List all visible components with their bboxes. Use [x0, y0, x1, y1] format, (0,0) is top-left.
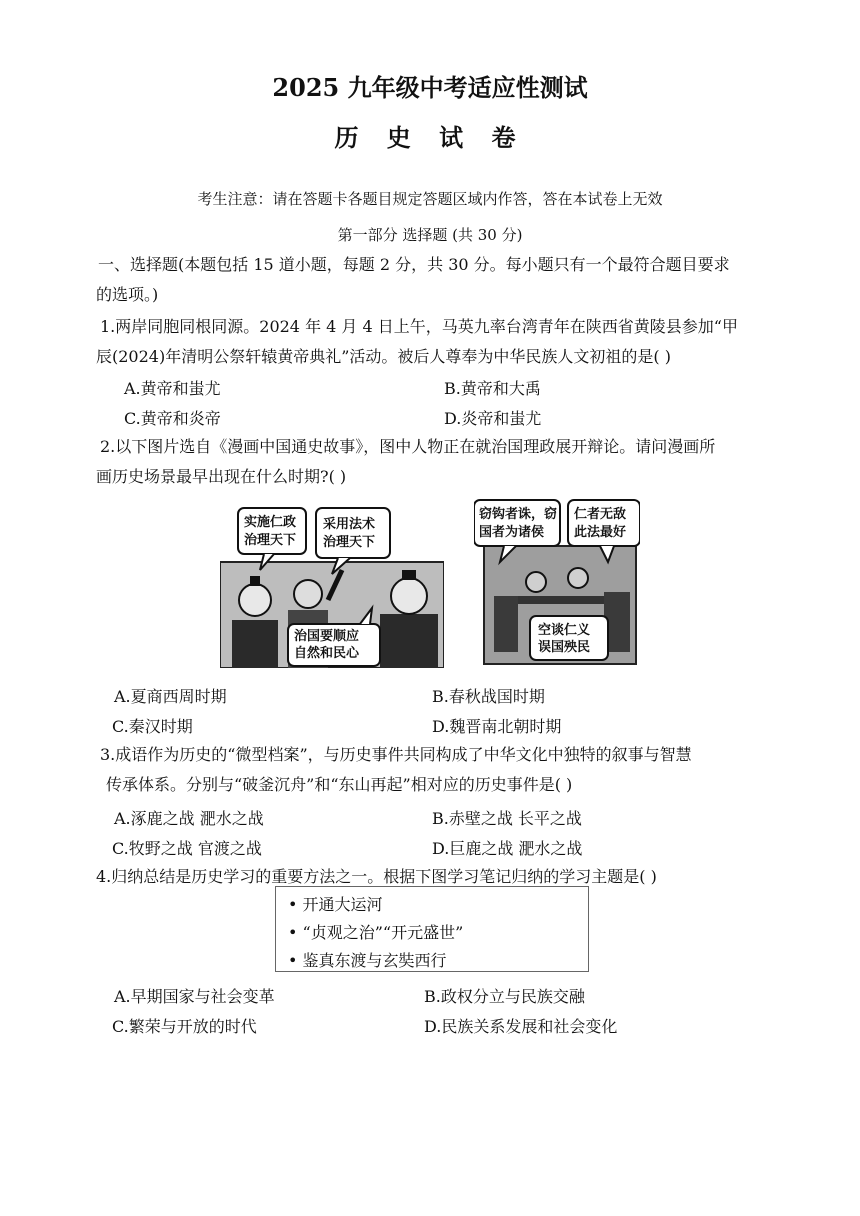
- q4-option-d[interactable]: D.民族关系发展和社会变化: [424, 1017, 618, 1036]
- q1-option-d[interactable]: D.炎帝和蚩尤: [444, 409, 542, 428]
- q2-stem-line1: 2.以下图片选自《漫画中国通史故事》，图中人物正在就治国理政展开辩论。请问漫画所: [100, 437, 716, 456]
- comic-left-bubble3-line1: 治国要顺应: [294, 629, 360, 644]
- q2-option-b[interactable]: B.春秋战国时期: [432, 687, 545, 706]
- subject-title: 历 史 试 卷: [334, 123, 526, 152]
- q3-option-a[interactable]: A.涿鹿之战 淝水之战: [114, 809, 264, 828]
- comic-right-bubble1-line1: 窃钩者诛，窃: [479, 507, 558, 522]
- comic-left-bubble1-line1: 实施仁政: [244, 515, 297, 530]
- comic-left-bubble1-line2: 治理天下: [244, 533, 297, 548]
- q4-option-b[interactable]: B.政权分立与民族交融: [424, 987, 585, 1006]
- comic-right: [474, 496, 640, 668]
- q1-option-b[interactable]: B.黄帝和大禹: [444, 379, 541, 398]
- q1-stem-line2: 辰(2024)年清明公祭轩辕黄帝典礼”活动。被后人尊奉为中华民族人文初祖的是( ): [96, 347, 671, 366]
- section-instruction-line1: 一、选择题(本题包括 15 道小题，每题 2 分，共 30 分。每小题只有一个最符合题目要求: [98, 255, 730, 274]
- comic-right-bubble3-line2: 误国殃民: [538, 640, 591, 655]
- study-notes-box: [275, 886, 589, 972]
- q1-stem-line1: 1.两岸同胞同根同源。2024 年 4 月 4 日上午，马英九率台湾青年在陕西省黄陵县参加“甲: [100, 317, 738, 336]
- exam-title: 2025 九年级中考适应性测试: [272, 73, 588, 102]
- comic-right-bubble2-line2: 此法最好: [574, 525, 627, 540]
- comic-right-bubble2-line1: 仁者无敌: [574, 507, 627, 522]
- q3-option-c[interactable]: C.牧野之战 官渡之战: [112, 839, 262, 858]
- q3-stem-line1: 3.成语作为历史的“微型档案”，与历史事件共同构成了中华文化中独特的叙事与智慧: [100, 745, 692, 764]
- q2-option-c[interactable]: C.秦汉时期: [112, 717, 193, 736]
- comic-right-bubble1-line2: 国者为诸侯: [479, 525, 545, 540]
- q1-option-a[interactable]: A.黄帝和蚩尤: [124, 379, 221, 398]
- q2-stem-line2: 画历史场景最早出现在什么时期?( ): [96, 467, 347, 486]
- q4-option-a[interactable]: A.早期国家与社会变革: [114, 987, 275, 1006]
- q3-stem-line2: 传承体系。分别与“破釜沉舟”和“东山再起”相对应的历史事件是( ): [106, 775, 573, 794]
- section-instruction-line2: 的选项。): [96, 285, 159, 304]
- comic-left: [220, 500, 444, 668]
- note-item-1: • 开通大运河: [288, 895, 383, 914]
- comic-left-bubble2-line2: 治理天下: [323, 535, 376, 550]
- q3-option-d[interactable]: D.巨鹿之战 淝水之战: [432, 839, 583, 858]
- q1-option-c[interactable]: C.黄帝和炎帝: [124, 409, 221, 428]
- q3-option-b[interactable]: B.赤壁之战 长平之战: [432, 809, 582, 828]
- comic-right-bubble3-line1: 空谈仁义: [538, 623, 591, 638]
- q2-option-a[interactable]: A.夏商西周时期: [114, 687, 227, 706]
- comic-left-bubble3-line2: 自然和民心: [294, 646, 360, 661]
- note-item-3: • 鉴真东渡与玄奘西行: [288, 951, 447, 970]
- q2-option-d[interactable]: D.魏晋南北朝时期: [432, 717, 562, 736]
- candidate-notice: 考生注意：请在答题卡各题目规定答题区域内作答，答在本试卷上无效: [197, 190, 663, 208]
- note-item-2: • “贞观之治”“开元盛世”: [288, 923, 464, 942]
- q4-option-c[interactable]: C.繁荣与开放的时代: [112, 1017, 257, 1036]
- q4-stem: 4.归纳总结是历史学习的重要方法之一。根据下图学习笔记归纳的学习主题是( ): [96, 867, 657, 886]
- comic-left-bubble2-line1: 采用法术: [323, 517, 376, 532]
- part-heading: 第一部分 选择题 (共 30 分): [337, 226, 523, 244]
